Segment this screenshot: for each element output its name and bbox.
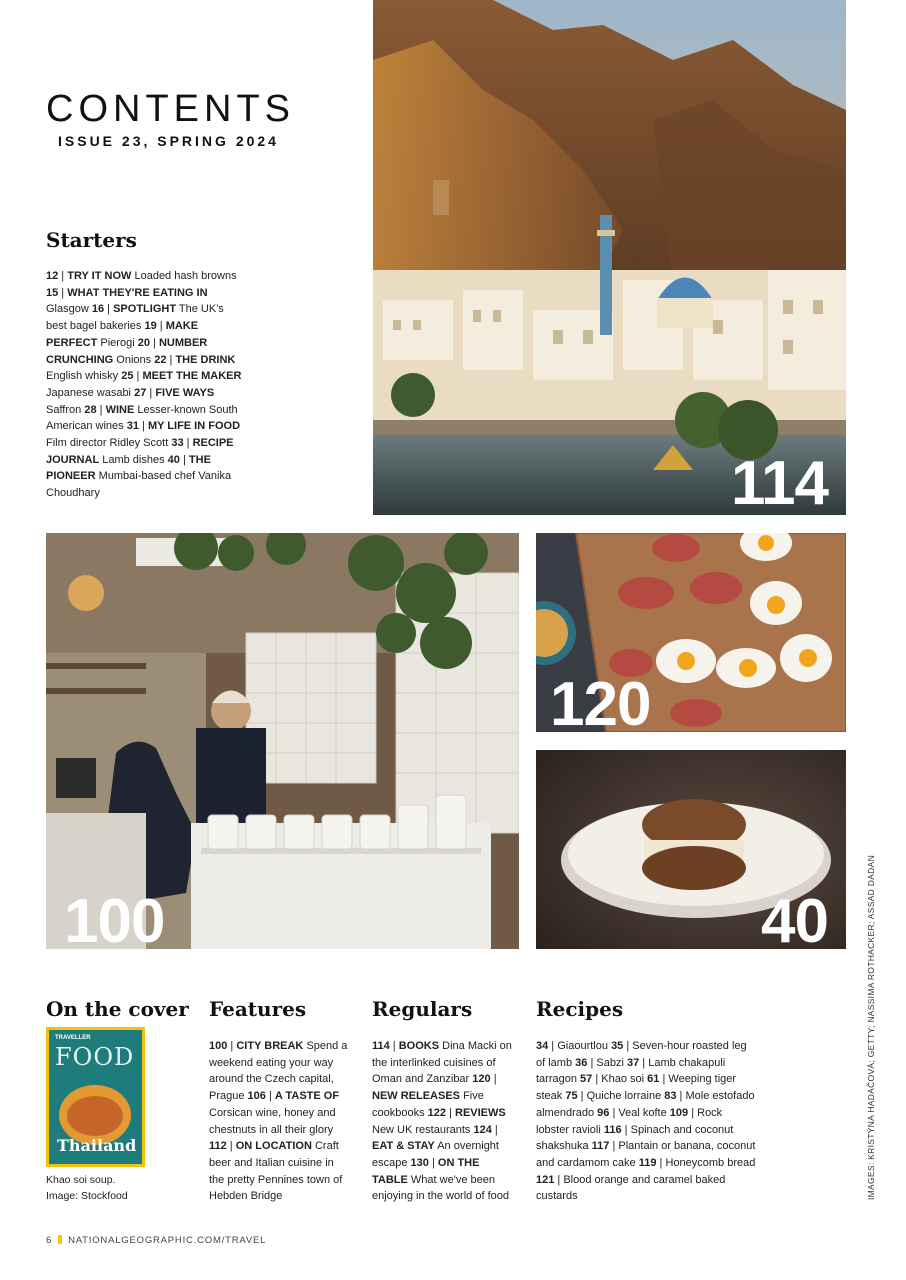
contents-entry: 100 | CITY BREAK Spend a weekend eating your way around the Czech capital, Prague xyxy=(209,1040,348,1103)
entry-page: 15 xyxy=(46,286,59,299)
entry-page: 28 xyxy=(84,403,97,416)
cover-caption xyxy=(46,1173,128,1204)
entry-text: New UK restaurants xyxy=(372,1123,471,1136)
entry-section: CITY BREAK xyxy=(236,1040,304,1052)
entry-text: Veal kofte xyxy=(618,1106,667,1119)
entry-page: 35 xyxy=(611,1040,624,1052)
entry-page: 117 xyxy=(591,1140,610,1153)
contents-entry: 114 | BOOKS Dina Macki on the interlinked cuisines of Oman and Zanzibar xyxy=(372,1040,512,1086)
entry-text: Film director Ridley Scott xyxy=(46,437,169,450)
entry-section: MEET THE MAKER xyxy=(142,370,242,383)
contents-entry: 25 | MEET THE MAKER Japanese wasabi xyxy=(46,370,242,399)
entry-text: Rock lobster ravioli xyxy=(536,1106,723,1136)
footer-page-number: 6 xyxy=(46,1235,53,1246)
entry-text: Corsican wine, honey and chestnuts in all their glory xyxy=(209,1106,336,1136)
entry-page: 116 xyxy=(603,1123,622,1136)
entry-text: An overnight escape xyxy=(372,1140,499,1169)
contents-entry: 22 | THE DRINK English whisky xyxy=(46,353,236,383)
contents-entry: 61 | Weeping tiger steak xyxy=(536,1073,737,1103)
cover-line: Thailand xyxy=(57,1136,137,1155)
entry-text: Spend a weekend eating your way around the Czech capital, Prague xyxy=(209,1040,348,1103)
entry-page: 16 xyxy=(91,303,105,316)
contents-entry: 12 | TRY IT NOW Loaded hash browns xyxy=(46,270,237,282)
entry-text: Spinach and coconut shakshuka xyxy=(536,1123,734,1153)
entry-text: Quiche lorraine xyxy=(586,1090,662,1103)
starters-list xyxy=(46,268,246,502)
entry-page: 114 xyxy=(372,1040,390,1052)
entry-section: MY LIFE IN FOOD xyxy=(147,420,241,433)
entry-text: The UK's best bagel bakeries xyxy=(46,303,224,333)
entry-page: 96 xyxy=(597,1106,610,1119)
entry-section: ON LOCATION xyxy=(235,1140,312,1153)
contents-entry: 28 | WINE Lesser-known South American wines xyxy=(46,403,238,433)
contents-entry: 106 | A TASTE OF Corsican wine, honey and chestnuts in all their glory xyxy=(209,1090,340,1136)
entry-section: TRY IT NOW xyxy=(67,270,132,282)
entry-page: 31 xyxy=(126,420,139,433)
entry-text: Five cookbooks xyxy=(372,1090,484,1119)
entry-page: 36 xyxy=(575,1056,588,1069)
entry-page: 40 xyxy=(167,453,180,466)
contents-entry: 27 | FIVE WAYS Saffron xyxy=(46,386,215,416)
entry-page: 75 xyxy=(565,1090,578,1103)
contents-entry: 124 | EAT & STAY An overnight escape xyxy=(372,1123,499,1169)
contents-entry: 120 | NEW RELEASES Five cookbooks xyxy=(372,1073,497,1119)
contents-entry: 75 | Quiche lorraine xyxy=(565,1090,662,1103)
cover-thumbnail xyxy=(46,1027,145,1167)
entry-text: Glasgow xyxy=(46,303,89,316)
regulars-list xyxy=(372,1038,518,1205)
page-title: CONTENTS xyxy=(46,88,295,130)
entry-text: Sabzi xyxy=(596,1056,624,1069)
contents-entry: 15 | WHAT THEY'RE EATING IN Glasgow xyxy=(46,286,208,316)
issue-label: ISSUE 23, SPRING 2024 xyxy=(58,133,279,149)
toasts-photo xyxy=(536,533,846,732)
entry-section: MAKE PERFECT xyxy=(46,320,199,349)
entry-page: 19 xyxy=(144,320,157,333)
entry-section: NUMBER CRUNCHING xyxy=(46,336,208,366)
entry-page: 37 xyxy=(626,1056,640,1069)
entry-text: English whisky xyxy=(46,370,119,383)
recipes-list xyxy=(536,1038,756,1205)
contents-entry: 122 | REVIEWS New UK restaurants xyxy=(372,1106,506,1136)
starters-heading: Starters xyxy=(46,228,137,252)
entry-text: Onions xyxy=(116,353,152,366)
entry-section: A TASTE OF xyxy=(274,1090,340,1103)
entry-section: ON THE TABLE xyxy=(372,1156,480,1186)
contents-entry: 119 | Honeycomb bread xyxy=(638,1156,756,1169)
entry-page: 122 xyxy=(427,1106,447,1119)
entry-page: 25 xyxy=(121,370,134,383)
page-number-120: 120 xyxy=(550,670,651,732)
entry-page: 112 xyxy=(209,1140,227,1153)
page-number-114: 114 xyxy=(730,449,828,515)
contents-entry: 112 | ON LOCATION Craft beer and Italian cuisine in the pretty Pennines town of Hebden Bridge xyxy=(209,1140,343,1203)
contents-entry: 35 | Seven-hour roasted leg of lamb xyxy=(536,1040,747,1069)
cover-label: TRAVELLER xyxy=(55,1035,91,1041)
entry-page: 57 xyxy=(580,1073,593,1086)
features-list xyxy=(209,1038,349,1205)
entry-page: 33 xyxy=(171,437,184,450)
entry-page: 109 xyxy=(669,1106,689,1119)
entry-text: Plantain or banana, coconut and cardamom cake xyxy=(536,1140,756,1169)
cover-title: FOOD xyxy=(55,1043,135,1071)
contents-entry: 37 | Lamb chakapuli tarragon xyxy=(536,1056,726,1086)
entry-section: THE PIONEER xyxy=(46,453,211,483)
entry-page: 83 xyxy=(664,1090,677,1103)
recipes-heading: Recipes xyxy=(536,997,624,1021)
entry-text: Giaourtlou xyxy=(557,1040,608,1052)
entry-text: Saffron xyxy=(46,403,82,416)
contents-entry: 16 | SPOTLIGHT The UK's best bagel bakeries xyxy=(46,303,224,333)
entry-text: Lamb chakapuli tarragon xyxy=(536,1056,726,1086)
entry-text: Khao soi xyxy=(601,1073,645,1086)
page-number-100: 100 xyxy=(64,887,165,949)
entry-page: 124 xyxy=(473,1123,492,1136)
entry-section: WINE xyxy=(105,403,135,416)
contents-entry: 20 | NUMBER CRUNCHING Onions xyxy=(46,336,208,366)
entry-section: NEW RELEASES xyxy=(372,1090,461,1103)
cover-caption-line1: Khao soi soup. xyxy=(46,1174,116,1186)
entry-section: SPOTLIGHT xyxy=(113,303,177,316)
entry-text: Blood orange and caramel baked custards xyxy=(536,1173,726,1203)
entry-page: 27 xyxy=(134,386,147,399)
page-number-40: 40 xyxy=(761,887,828,949)
features-heading: Features xyxy=(209,997,307,1021)
contents-entry: 33 | RECIPE JOURNAL Lamb dishes xyxy=(46,437,234,466)
entry-text: Mumbai-based chef Vanika Choudhary xyxy=(46,470,232,500)
contents-entry: 83 | Mole estofado almendrado xyxy=(536,1090,755,1119)
footer-divider xyxy=(58,1235,62,1244)
entry-section: THE DRINK xyxy=(175,353,236,366)
entry-text: Honeycomb bread xyxy=(665,1156,756,1169)
contents-entry: 19 | MAKE PERFECT Pierogi xyxy=(46,320,199,349)
entry-page: 120 xyxy=(472,1073,491,1086)
entry-text: Japanese wasabi xyxy=(46,386,132,399)
entry-section: WHAT THEY'RE EATING IN xyxy=(67,286,208,299)
contents-entry: 57 | Khao soi xyxy=(580,1073,645,1086)
entry-section: FIVE WAYS xyxy=(155,386,215,399)
cover-caption-line2: Image: Stockfood xyxy=(46,1189,128,1202)
entry-text: Dina Macki on the interlinked cuisines of Oman and Zanzibar xyxy=(372,1040,512,1086)
cover-soup-center xyxy=(67,1096,123,1136)
entry-text: Lamb dishes xyxy=(102,453,165,466)
entry-section: RECIPE JOURNAL xyxy=(46,437,234,466)
footer-url: NATIONALGEOGRAPHIC.COM/TRAVEL xyxy=(68,1235,267,1246)
footer xyxy=(46,1235,266,1246)
entry-section: BOOKS xyxy=(398,1040,440,1052)
entry-page: 22 xyxy=(154,353,167,366)
entry-text: Craft beer and Italian cuisine in the pretty Pennines town of Hebden Bridge xyxy=(209,1140,343,1203)
entry-page: 20 xyxy=(137,336,150,349)
cafe-photo xyxy=(46,533,519,949)
entry-text: Pierogi xyxy=(100,336,135,349)
contents-entry: 34 | Giaourtlou xyxy=(536,1040,608,1052)
entry-page: 12 xyxy=(46,270,59,282)
entry-page: 100 xyxy=(209,1040,228,1052)
entry-text: Seven-hour roasted leg of lamb xyxy=(536,1040,747,1069)
entry-page: 121 xyxy=(536,1173,555,1186)
entry-text: Loaded hash browns xyxy=(134,270,237,282)
image-credits: IMAGES: KRISTÝNA HADAČOVÁ; GETTY; NASSIMA ROTHACKER; ASSAD DADAN xyxy=(866,854,876,1200)
contents-entry: 121 | Blood orange and caramel baked custards xyxy=(536,1173,726,1203)
entry-text: Lesser-known South American wines xyxy=(46,403,238,433)
entry-text: Weeping tiger steak xyxy=(536,1073,737,1103)
contents-entry: 116 | Spinach and coconut shakshuka xyxy=(536,1123,734,1153)
entry-section: EAT & STAY xyxy=(372,1140,435,1153)
entry-page: 106 xyxy=(247,1090,266,1103)
entry-page: 61 xyxy=(647,1073,660,1086)
contents-entry: 130 | ON THE TABLE What we've been enjoying in the world of food xyxy=(372,1156,509,1203)
contents-entry: 109 | Rock lobster ravioli xyxy=(536,1106,723,1136)
contents-entry: 117 | Plantain or banana, coconut and cardamom cake xyxy=(536,1140,756,1169)
contents-entry: 31 | MY LIFE IN FOOD Film director Ridley Scott xyxy=(46,420,241,450)
entry-text: Mole estofado almendrado xyxy=(536,1090,755,1119)
sandwich-photo xyxy=(536,750,846,949)
contents-entry: 36 | Sabzi xyxy=(575,1056,624,1069)
contents-entry: 40 | THE PIONEER Mumbai-based chef Vanika Choudhary xyxy=(46,453,232,500)
entry-page: 130 xyxy=(410,1156,429,1169)
entry-page: 119 xyxy=(638,1156,657,1169)
contents-entry: 96 | Veal kofte xyxy=(597,1106,667,1119)
entry-section: REVIEWS xyxy=(455,1106,506,1119)
entry-text: What we've been enjoying in the world of food xyxy=(372,1173,509,1203)
cover-heading: On the cover xyxy=(46,997,189,1021)
regulars-heading: Regulars xyxy=(372,997,473,1021)
entry-page: 34 xyxy=(536,1040,549,1052)
muscat-photo xyxy=(373,0,846,515)
